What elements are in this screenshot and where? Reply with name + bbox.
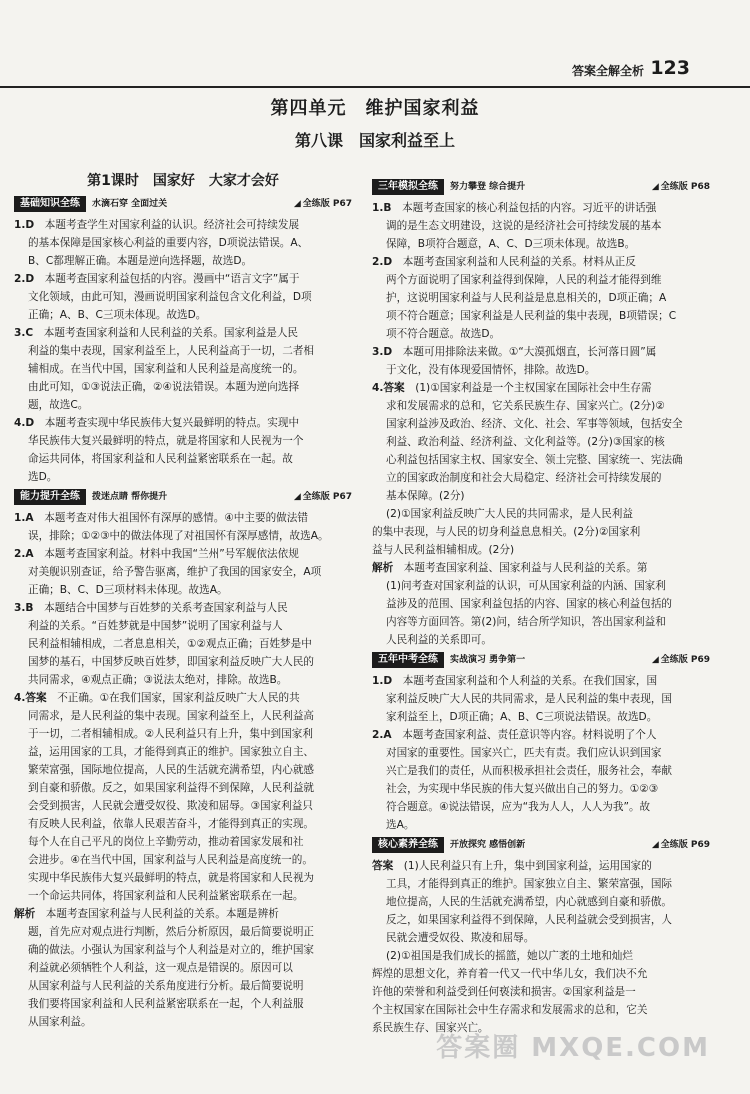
answer-text: 的集中表现，与人民的切身利益息息相关。(2分)②国家利 (372, 526, 641, 538)
answer-line (14, 396, 352, 414)
answer-item (372, 253, 710, 343)
answer-line (14, 216, 352, 234)
answer-line (14, 545, 352, 563)
answer-text: 工具，才能得到真正的维护。国家独立自主、繁荣富强，国际 (386, 878, 673, 890)
answer-text: 本题考查国家利益和人民利益的关系。材料从正反 (402, 256, 636, 268)
answer-text: 利益就必须牺牲个人利益，这一观点是错误的。原因可以 (28, 962, 293, 974)
answer-line (372, 253, 710, 271)
section-page-ref: ◢ 全练版 P67 (294, 488, 352, 506)
answer-text: 利益、政治利益、经济利益、文化利益等。(2分)③国家的核 (386, 436, 665, 448)
answer-number: 3.C (14, 327, 44, 339)
answer-text: 误，排除；①②③中的做法体现了对祖国怀有深厚感情，故选A。 (28, 530, 329, 542)
answer-text: 家利益反映广大人民的共同需求，是人民利益的集中表现，国 (386, 693, 673, 705)
answer-text: (2)①祖国是我们成长的摇篮，她以广袤的土地和灿烂 (386, 950, 633, 962)
answer-text: 不正确。①在我们国家，国家利益反映广大人民的共 (57, 692, 300, 704)
answer-text: 会受到损害，人民就会遭受奴役、欺凌和屈辱。③国家利益只 (28, 800, 313, 812)
answer-text: 到自豪和骄傲。反之，如果国家利益得不到保障，人民利益就 (28, 782, 315, 794)
answer-line (14, 432, 352, 450)
answer-line (14, 995, 352, 1013)
answer-item (14, 509, 352, 545)
answer-line (14, 779, 352, 797)
answer-text: 本题考查国家利益和个人利益的关系。在我们国家，国 (402, 675, 658, 687)
answer-line (14, 959, 352, 977)
answer-text: 辉煌的思想文化，养育着一代又一代中华儿女，我们决不允 (372, 968, 648, 980)
answer-line (372, 911, 710, 929)
answer-line (372, 199, 710, 217)
answer-text: 正确；A、B、C三项未体现。故选D。 (28, 309, 207, 321)
answer-line (14, 1013, 352, 1031)
answer-line (14, 234, 352, 252)
answer-list (372, 857, 710, 1037)
answer-line (14, 689, 352, 707)
answer-line (14, 563, 352, 581)
answer-text: 益与人民利益相辅相成。(2分) (372, 544, 515, 556)
answer-text: (1)①国家利益是一个主权国家在国际社会中生存需 (415, 382, 652, 394)
answer-line (372, 1001, 710, 1019)
answer-line (372, 857, 710, 875)
answer-line (372, 595, 710, 613)
answer-text: 基本保障。(2分) (386, 490, 465, 502)
answer-line (14, 324, 352, 342)
answer-text: 同需求，是人民利益的集中表现。国家利益至上，人民利益高 (28, 710, 315, 722)
answer-text: 文化领域，由此可知，漫画说明国家利益包含文化利益，D项 (28, 291, 312, 303)
section-header-core (372, 837, 710, 853)
answer-text: 项不符合题意；国家利益是人民利益的集中表现，B项错误；C (386, 310, 677, 322)
answer-item (14, 270, 352, 324)
answer-line (14, 581, 352, 599)
answer-line (14, 360, 352, 378)
section-page-ref: ◢ 全练版 P67 (294, 195, 352, 213)
answer-list (14, 216, 352, 486)
answer-text: 从国家利益与人民利益的关系角度进行分析。最后简要说明 (28, 980, 304, 992)
answer-line (14, 342, 352, 360)
answer-line (14, 617, 352, 635)
answer-line (372, 947, 710, 965)
answer-line (372, 343, 710, 361)
header-rule (0, 86, 750, 88)
answer-text: 对国家的重要性。国家兴亡，匹夫有责。我们应认识到国家 (386, 747, 662, 759)
answer-number: 3.B (14, 602, 45, 614)
answer-text: 命运共同体，将国家利益和人民利益紧密联系在一起。故 (28, 453, 293, 465)
section-slogan: 水滴石穿 全面过关 (92, 199, 168, 209)
answer-number: 1.D (14, 219, 45, 231)
answer-text: 民利益相辅相成，二者息息相关，①②观点正确；百姓梦是中 (28, 638, 312, 650)
section-name: 基础知识全练 (14, 196, 86, 212)
answer-line (372, 816, 710, 834)
section-slogan: 拨迷点睛 帮你提升 (92, 492, 168, 502)
answer-line (14, 509, 352, 527)
answer-line (372, 708, 710, 726)
answer-text: 保障，B项符合题意，A、C、D三项未体现。故选B。 (386, 238, 636, 250)
answer-text: (1)问考查对国家利益的认识，可从国家利益的内涵、国家利 (386, 580, 666, 592)
answer-line (372, 487, 710, 505)
lesson-title: 第八课 国家利益至上 (294, 131, 455, 150)
answer-item (14, 599, 352, 689)
section-slogan: 努力攀登 综合提升 (450, 182, 526, 192)
answer-list (372, 199, 710, 649)
answer-list (14, 509, 352, 1031)
answer-line (372, 271, 710, 289)
answer-text: 国梦的基石，中国梦反映百姓梦，即国家利益反映广大人民的 (28, 656, 315, 668)
answer-text: 辅相成。在当代中国，国家利益和人民利益是高度统一的。 (28, 363, 304, 375)
answer-line (372, 631, 710, 649)
answer-number: 2.A (14, 548, 45, 560)
answer-line (14, 869, 352, 887)
answer-text: 本题考查国家的核心利益包括的内容。习近平的讲话强 (402, 202, 657, 214)
answer-text: 家利益至上，D项正确；A、B、C三项说法错误。故选D。 (386, 711, 658, 723)
answer-text: 我们要将国家利益和人民利益紧密联系在一起，个人利益服 (28, 998, 304, 1010)
answer-text: 繁荣富强，国际地位提高，人民的生活就充满希望，内心就感 (28, 764, 315, 776)
answer-number: 1.B (372, 202, 403, 214)
answer-line (14, 923, 352, 941)
section-page-ref: ◢ 全练版 P68 (652, 178, 710, 196)
answer-line (372, 929, 710, 947)
answer-line (372, 289, 710, 307)
answer-text: 本题考查国家利益、国家利益与人民利益的关系。第 (403, 562, 648, 574)
answer-text: 内容等方面回答。第(2)问，结合所学知识，答出国家利益和 (386, 616, 666, 628)
answer-text: 实现中华民族伟大复兴最鲜明的特点，就是将国家和人民视为 (28, 872, 315, 884)
answer-text: 本题结合中国梦与百姓梦的关系考查国家利益与人民 (44, 602, 288, 614)
answer-text: 个主权国家在国际社会中生存需求和发展需求的总和，它关 (372, 1004, 648, 1016)
answer-line (372, 307, 710, 325)
answer-text: 国家利益涉及政治、经济、文化、社会、军事等领域，包括安全 (386, 418, 683, 430)
answer-text: 确的做法。小强认为国家利益与个人利益是对立的，维护国家 (28, 944, 315, 956)
answer-line (14, 833, 352, 851)
answer-line (372, 469, 710, 487)
section-header-ability (14, 489, 352, 505)
answer-number: 2.A (372, 729, 403, 741)
answer-line (14, 887, 352, 905)
answer-item (14, 414, 352, 486)
answer-line (14, 450, 352, 468)
answer-item (14, 689, 352, 905)
answer-line (372, 577, 710, 595)
answer-line (14, 378, 352, 396)
answer-item (372, 379, 710, 505)
answer-line (372, 690, 710, 708)
answer-line (372, 379, 710, 397)
answer-text: 项不符合题意。故选D。 (386, 328, 501, 340)
answer-line (372, 451, 710, 469)
header-label: 答案全解全析 (571, 64, 644, 78)
answer-text: 符合题意。④说法错误，应为“我为人人，人人为我”。故 (386, 801, 651, 813)
answer-line (372, 559, 710, 577)
answer-line (14, 725, 352, 743)
answer-text: 的基本保障是国家核心利益的重要内容，D项说法错误。A、 (28, 237, 309, 249)
answer-list (372, 672, 710, 834)
answer-text: 求和发展需求的总和，它关系民族生存、国家兴亡。(2分)② (386, 400, 665, 412)
page-number: 123 (650, 57, 690, 79)
answer-text: 本题考查国家利益、责任意识等内容。材料说明了个人 (402, 729, 657, 741)
answer-line (14, 815, 352, 833)
answer-line (372, 523, 710, 541)
answer-line (372, 415, 710, 433)
answer-item (14, 324, 352, 414)
answer-number: 4.D (14, 417, 45, 429)
unit-title: 第四单元 维护国家利益 (270, 98, 480, 119)
answer-line (372, 798, 710, 816)
answer-text: 反之，如果国家利益得不到保障，人民利益就会受到损害，人 (386, 914, 673, 926)
answer-item (372, 559, 710, 649)
answer-text: 两个方面说明了国家利益得到保障，人民的利益才能得到维 (386, 274, 662, 286)
answer-text: 本题考查国家利益包括的内容。漫画中“语言文字”属于 (44, 273, 300, 285)
answer-text: (1)人民利益只有上升，集中到国家利益，运用国家的 (403, 860, 652, 872)
answer-text: 心利益包括国家主权、国家安全、领土完整、国家统一、宪法确 (386, 454, 683, 466)
answer-text: 利益的关系。“百姓梦就是中国梦”说明了国家利益与人 (28, 620, 283, 632)
answer-line (372, 433, 710, 451)
answer-text: 民就会遭受奴役、欺凌和屈辱。 (386, 932, 535, 944)
answer-text: 题，故选C。 (28, 399, 89, 411)
right-column (372, 176, 710, 1037)
answer-item (372, 726, 710, 834)
answer-line (14, 905, 352, 923)
answer-item (14, 545, 352, 599)
section-name: 五年中考全练 (372, 652, 444, 668)
answer-line (372, 983, 710, 1001)
answer-number: 4.答案 (14, 692, 58, 704)
answer-item (372, 857, 710, 947)
answer-text: 立的国家政治制度和社会大局稳定、经济社会可持续发展的 (386, 472, 662, 484)
section-slogan: 实战演习 勇争第一 (450, 655, 526, 665)
answer-line (372, 762, 710, 780)
answer-text: 由此可知，①③说法正确，②④说法错误。本题为逆向选择 (28, 381, 300, 393)
answer-text: 人民利益的关系即可。 (386, 634, 492, 646)
section-name: 三年模拟全练 (372, 179, 444, 195)
section-header-mock (372, 179, 710, 195)
answer-number: 2.D (14, 273, 45, 285)
answer-line (372, 505, 710, 523)
answer-number: 1.D (372, 675, 403, 687)
answer-text: 华民族伟大复兴最鲜明的特点，就是将国家和人民视为一个 (28, 435, 304, 447)
answer-text: 益，运用国家的工具，才能得到真正的维护。国家独立自主、 (28, 746, 315, 758)
answer-line (372, 726, 710, 744)
answer-item (372, 343, 710, 379)
answer-line (372, 397, 710, 415)
answer-text: 利益的集中表现，国家利益至上，人民利益高于一切，二者相 (28, 345, 315, 357)
answer-text: 选A。 (386, 819, 415, 831)
answer-text: 对美舰识别查证，给予警告驱离，维护了我国的国家安全，A项 (28, 566, 322, 578)
answer-text: 每个人在自己平凡的岗位上辛勤劳动，推动着国家发展和社 (28, 836, 304, 848)
answer-text: 本题考查国家利益和人民利益的关系。国家利益是人民 (43, 327, 299, 339)
answer-number: 3.D (372, 346, 403, 358)
answer-number: 答案 (372, 860, 404, 872)
answer-line (14, 761, 352, 779)
answer-line (14, 414, 352, 432)
answer-text: 会进步。④在当代中国，国家利益与人民利益是高度统一的。 (28, 854, 313, 866)
answer-text: 本题考查国家利益。材料中我国“兰州”号军舰依法依规 (44, 548, 299, 560)
period-title: 第1课时 国家好 大家才会好 (87, 173, 279, 189)
section-name: 核心素养全练 (372, 837, 444, 853)
answer-text: 正确；B、C、D三项材料未体现。故选A。 (28, 584, 228, 596)
answer-line (372, 325, 710, 343)
answer-line (372, 744, 710, 762)
answer-line (14, 468, 352, 486)
answer-line (372, 235, 710, 253)
answer-line (14, 851, 352, 869)
answer-text: (2)①国家利益反映广大人民的共同需求，是人民利益 (386, 508, 633, 520)
left-column (14, 172, 352, 1031)
watermark: 答案圈 MXQE.COM (436, 1033, 710, 1063)
answer-text: 益涉及的范围、国家利益包括的内容、国家的核心利益包括的 (386, 598, 673, 610)
answer-text: 于一切，二者相辅相成。②人民利益只有上升，集中到国家利 (28, 728, 313, 740)
answer-text: 于文化，没有体现爱国情怀，排除。故选D。 (386, 364, 596, 376)
section-header-exam (372, 652, 710, 668)
answer-text: 选D。 (28, 471, 58, 483)
answer-text: 本题可用排除法来做。①“大漠孤烟直，长河落日圆”属 (402, 346, 657, 358)
section-name: 能力提升全练 (14, 489, 86, 505)
answer-text: 系民族生存、国家兴亡。 (372, 1022, 489, 1034)
answer-text: 兴亡是我们的责任，从而积极承担社会责任，服务社会，奉献 (386, 765, 673, 777)
answer-line (372, 613, 710, 631)
answer-line (14, 527, 352, 545)
answer-item (372, 947, 710, 1037)
answer-line (372, 875, 710, 893)
answer-line (372, 672, 710, 690)
answer-number: 解析 (14, 908, 46, 920)
answer-text: 题，首先应对观点进行判断，然后分析原因，最后简要说明正 (28, 926, 315, 938)
answer-text: 一个命运共同体，将国家利益和人民利益紧密联系在一起。 (28, 890, 304, 902)
answer-text: 调的是生态文明建设，这说的是经济社会可持续发展的基本 (386, 220, 662, 232)
answer-text: 本题考查学生对国家利益的认识。经济社会可持续发展 (44, 219, 300, 231)
answer-text: 社会，为实现中华民族的伟大复兴做出自己的努力。①②③ (386, 783, 659, 795)
answer-text: B、C都理解正确。本题是逆向选择题，故选D。 (28, 255, 253, 267)
answer-text: 地位提高，人民的生活就充满希望，内心就感到自豪和骄傲。 (386, 896, 673, 908)
answer-line (14, 941, 352, 959)
answer-item (372, 505, 710, 559)
answer-text: 本题考查对伟大祖国怀有深厚的感情。④中主要的做法错 (44, 512, 308, 524)
answer-line (14, 743, 352, 761)
answer-line (14, 977, 352, 995)
answer-item (14, 216, 352, 270)
answer-line (14, 288, 352, 306)
answer-line (372, 541, 710, 559)
answer-line (14, 653, 352, 671)
answer-item (372, 199, 710, 253)
answer-line (14, 252, 352, 270)
answer-line (14, 306, 352, 324)
answer-line (14, 270, 352, 288)
section-page-ref: ◢ 全练版 P69 (652, 651, 710, 669)
answer-number: 1.A (14, 512, 45, 524)
answer-number: 4.答案 (372, 382, 416, 394)
answer-text: 有反映人民利益，依靠人民艰苦奋斗，才能得到真正的实现。 (28, 818, 315, 830)
answer-line (372, 893, 710, 911)
answer-line (14, 707, 352, 725)
answer-line (372, 965, 710, 983)
answer-line (14, 599, 352, 617)
answer-item (372, 672, 710, 726)
answer-number: 2.D (372, 256, 403, 268)
section-page-ref: ◢ 全练版 P69 (652, 836, 710, 854)
answer-line (372, 361, 710, 379)
answer-line (14, 635, 352, 653)
answer-text: 护，这说明国家利益与人民利益是息息相关的，D项正确；A (386, 292, 667, 304)
answer-text: 许他的荣誉和利益受到任何亵渎和损害。②国家利益是一 (372, 986, 636, 998)
answer-text: 共同需求，④观点正确；③说法太绝对，排除。故选B。 (28, 674, 288, 686)
answer-text: 本题考查国家利益与人民利益的关系。本题是辨析 (45, 908, 279, 920)
answer-line (14, 671, 352, 689)
answer-text: 本题考查实现中华民族伟大复兴最鲜明的特点。实现中 (44, 417, 300, 429)
section-header-basic (14, 196, 352, 212)
answer-line (14, 797, 352, 815)
answer-line (372, 780, 710, 798)
answer-line (372, 217, 710, 235)
section-slogan: 开放探究 感悟创新 (450, 840, 526, 850)
answer-number: 解析 (372, 562, 404, 574)
answer-item (14, 905, 352, 1031)
answer-text: 从国家利益。 (28, 1016, 92, 1028)
